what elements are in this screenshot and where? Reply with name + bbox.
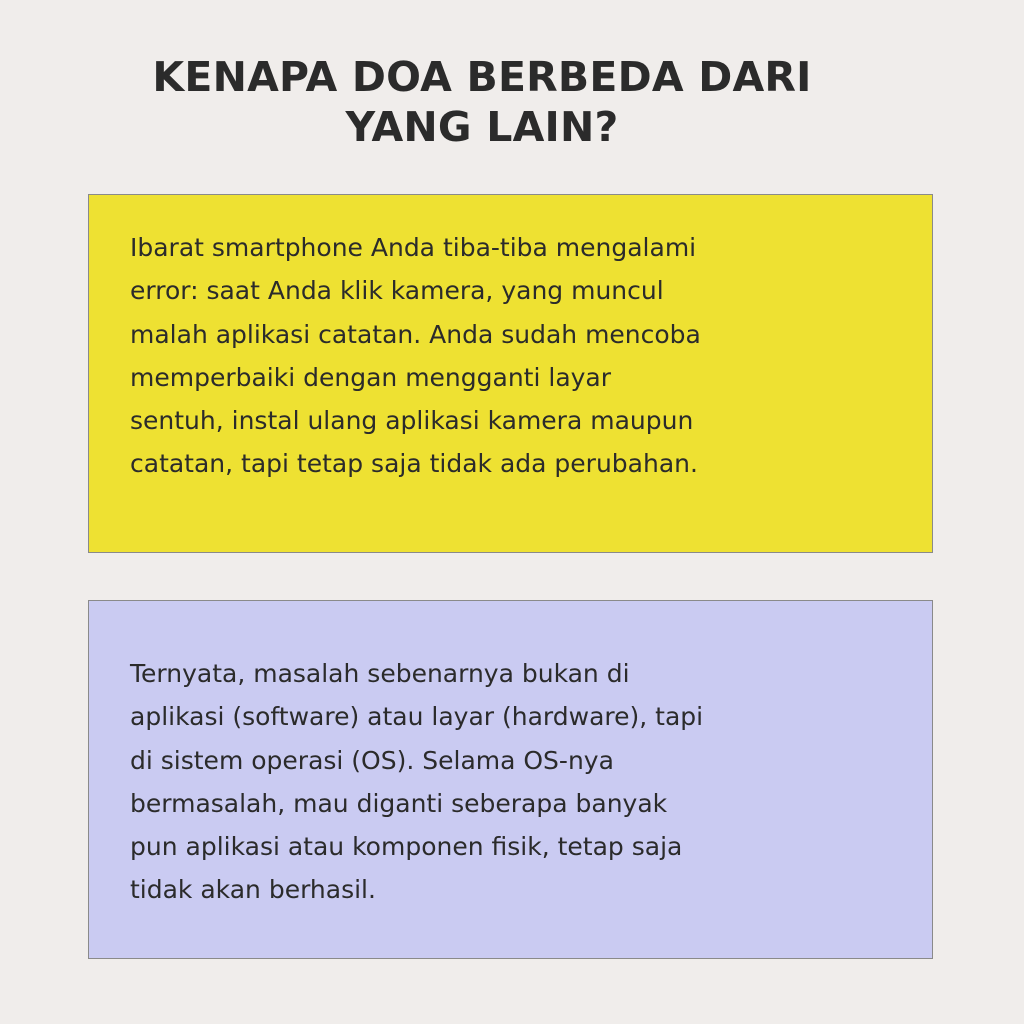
card-paragraph (130, 652, 920, 912)
card-paragraph (130, 226, 920, 486)
paragraph-line: sentuh, instal ulang aplikasi kamera maupun (130, 406, 694, 436)
page-title (62, 52, 902, 152)
paragraph-line: di sistem operasi (OS). Selama OS-nya (130, 745, 614, 775)
paragraph-line: pun aplikasi atau komponen fisik, tetap saja (130, 832, 683, 862)
paragraph-line: bermasalah, mau diganti seberapa banyak (130, 788, 668, 818)
paragraph-line: Ibarat smartphone Anda tiba-tiba mengalami (130, 233, 697, 262)
lavender-text-card (88, 600, 933, 959)
paragraph-line: memperbaiki dengan mengganti layar (130, 362, 612, 392)
paragraph-line: tidak akan berhasil. (130, 875, 376, 905)
title-line: KENAPA DOA BERBEDA DARI (152, 53, 812, 101)
paragraph-line: catatan, tapi tetap saja tidak ada perubahan. (130, 449, 698, 479)
paragraph-line: error: saat Anda klik kamera, yang muncul (130, 276, 664, 306)
paragraph-line: aplikasi (software) atau layar (hardware), tapi (130, 702, 704, 732)
yellow-text-card (88, 194, 933, 553)
title-line: YANG LAIN? (345, 103, 619, 151)
paragraph-line: Ternyata, masalah sebenarnya bukan di (130, 659, 630, 688)
paragraph-line: malah aplikasi catatan. Anda sudah mencoba (130, 319, 701, 349)
